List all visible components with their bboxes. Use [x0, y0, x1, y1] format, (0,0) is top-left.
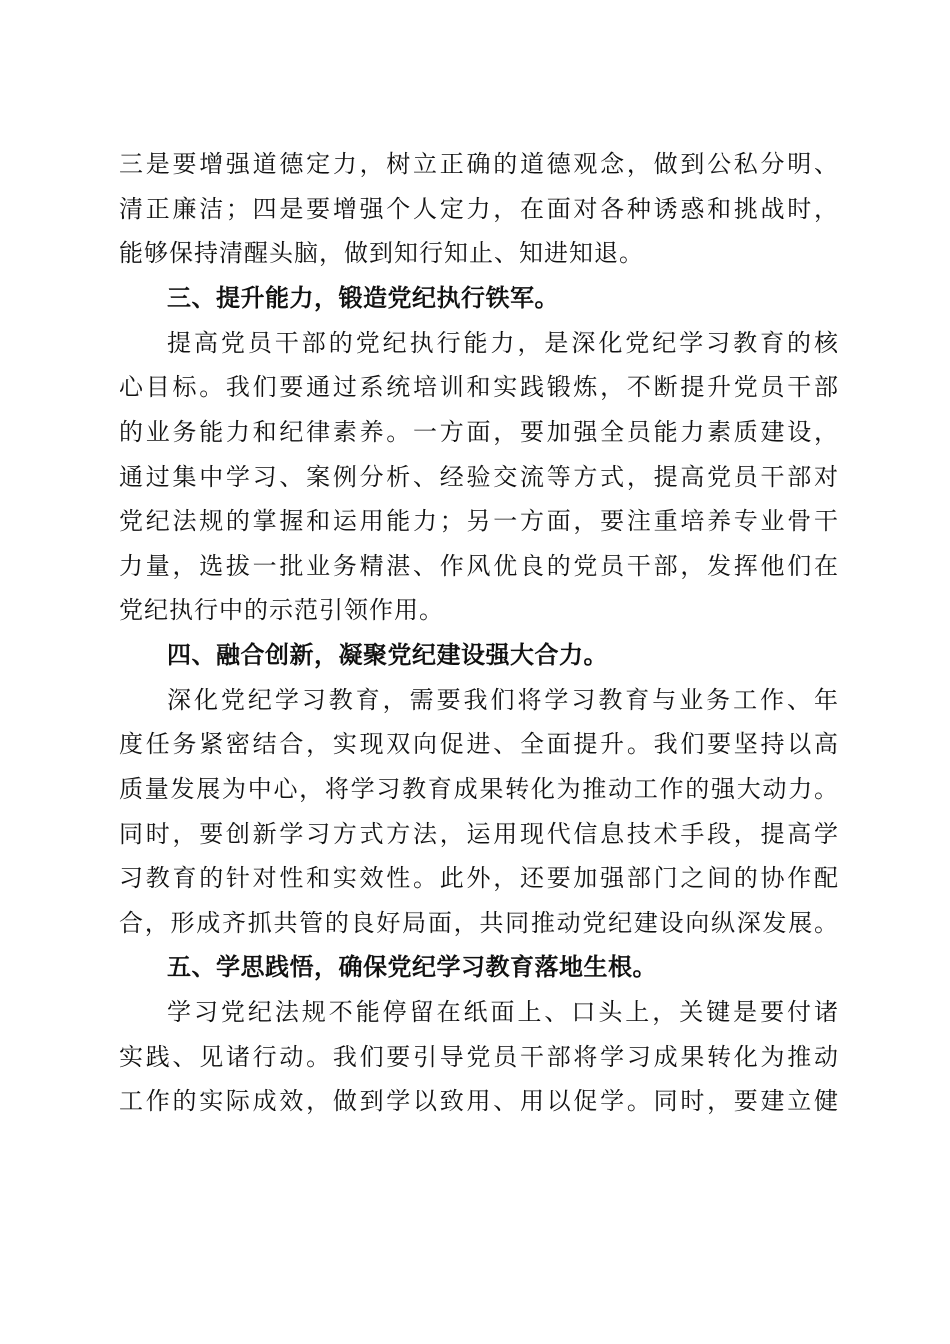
text-line: 提高党员干部的党纪执行能力，是深化党纪学习教育的核 — [167, 329, 839, 357]
text-line: 实践、见诸行动。我们要引导党员干部将学习成果转化为推动 — [119, 1043, 839, 1071]
text-line: 力量，选拔一批业务精湛、作风优良的党员干部，发挥他们在 — [119, 552, 839, 580]
section-heading-3: 三、提升能力，锻造党纪执行铁军。 — [167, 284, 559, 312]
text-line: 同时，要创新学习方式方法，运用现代信息技术手段，提高学 — [119, 820, 839, 848]
text-line: 清正廉洁；四是要增强个人定力，在面对各种诱惑和挑战时， — [119, 195, 839, 223]
text-line: 能够保持清醒头脑，做到知行知止、知进知退。 — [119, 239, 644, 267]
section-heading-5: 五、学思践悟，确保党纪学习教育落地生根。 — [167, 953, 657, 981]
text-line: 度任务紧密结合，实现双向促进、全面提升。我们要坚持以高 — [119, 730, 839, 758]
text-line: 的业务能力和纪律素养。一方面，要加强全员能力素质建设， — [119, 418, 839, 446]
text-line: 深化党纪学习教育，需要我们将学习教育与业务工作、年 — [167, 686, 839, 714]
text-line: 心目标。我们要通过系统培训和实践锻炼，不断提升党员干部 — [119, 373, 839, 401]
text-line: 学习党纪法规不能停留在纸面上、口头上，关键是要付诸 — [167, 998, 839, 1026]
text-line: 质量发展为中心，将学习教育成果转化为推动工作的强大动力。 — [119, 775, 839, 803]
text-line: 习教育的针对性和实效性。此外，还要加强部门之间的协作配 — [119, 864, 839, 892]
text-line: 党纪执行中的示范引领作用。 — [119, 596, 444, 624]
text-line: 党纪法规的掌握和运用能力；另一方面，要注重培养专业骨干 — [119, 507, 839, 535]
section-heading-4: 四、融合创新，凝聚党纪建设强大合力。 — [167, 641, 608, 669]
text-line: 通过集中学习、案例分析、经验交流等方式，提高党员干部对 — [119, 463, 839, 491]
text-line: 合，形成齐抓共管的良好局面，共同推动党纪建设向纵深发展。 — [119, 909, 839, 937]
text-line: 三是要增强道德定力，树立正确的道德观念，做到公私分明、 — [119, 150, 839, 178]
text-line: 工作的实际成效，做到学以致用、用以促学。同时，要建立健 — [119, 1087, 839, 1115]
